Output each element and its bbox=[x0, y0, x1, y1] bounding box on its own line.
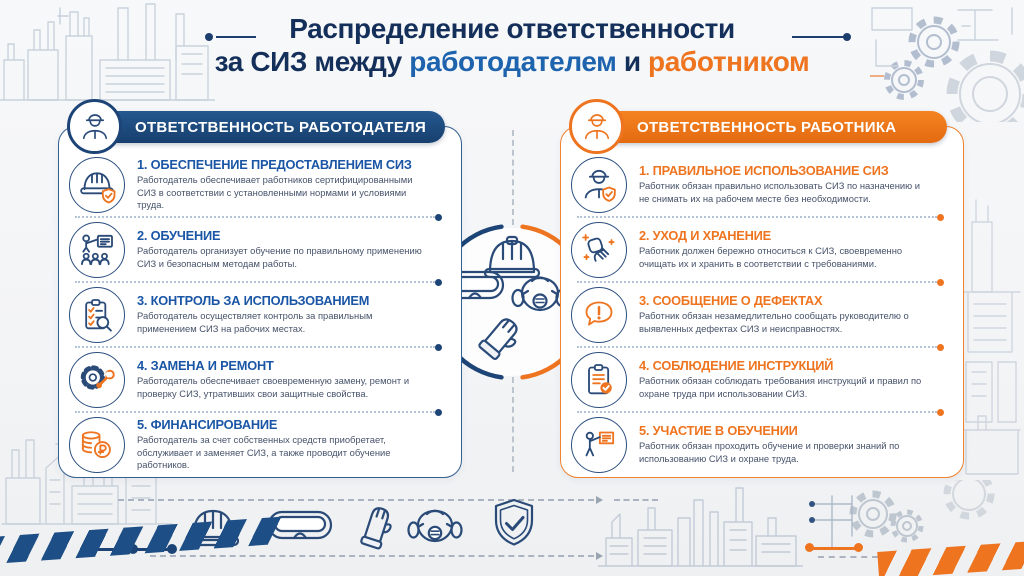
title-deco-dot-left bbox=[205, 33, 213, 41]
presenter-board-icon bbox=[571, 417, 627, 473]
employer-card bbox=[58, 118, 462, 478]
item-title: 4. СОБЛЮДЕНИЕ ИНСТРУКЦИЙ bbox=[639, 358, 834, 374]
footer-glove-icon bbox=[352, 498, 402, 553]
cleaning-hand-icon bbox=[571, 222, 627, 278]
gear-wrench-icon bbox=[69, 352, 125, 408]
worker-header-label: ОТВЕТСТВЕННОСТЬ РАБОТНИКА bbox=[637, 118, 897, 136]
employer-item-3 bbox=[69, 283, 461, 346]
item-desc: Работодатель осуществляет контроль за правильным применением СИЗ на рабочих местах. bbox=[137, 310, 373, 334]
poster-title bbox=[0, 12, 1024, 78]
item-title: 2. УХОД И ХРАНЕНИЕ bbox=[639, 228, 771, 244]
worker-worker-icon bbox=[569, 99, 624, 154]
worker-shield-icon bbox=[571, 157, 627, 213]
item-title: 3. СООБЩЕНИЕ О ДЕФЕКТАХ bbox=[639, 293, 823, 309]
item-title: 5. ФИНАНСИРОВАНИЕ bbox=[137, 417, 278, 433]
helmet-shield-icon bbox=[69, 157, 125, 213]
item-title: 4. ЗАМЕНА И РЕМОНТ bbox=[137, 358, 274, 374]
item-separator bbox=[577, 216, 937, 218]
coins-ruble-icon bbox=[69, 417, 125, 473]
item-desc: Работодатель обеспечивает работников сертифицированными СИЗ в соответствии с установленными нормами и условиями труда. bbox=[137, 174, 413, 211]
item-title: 2. ОБУЧЕНИЕ bbox=[137, 228, 221, 244]
item-title: 3. КОНТРОЛЬ ЗА ИСПОЛЬЗОВАНИЕМ bbox=[137, 293, 370, 309]
footer-dashed-line-bottom-right bbox=[818, 556, 878, 558]
orange-dot-right bbox=[854, 543, 863, 552]
title-deco-line-left bbox=[216, 36, 256, 38]
footer-dashed-line-top-right bbox=[614, 499, 658, 501]
item-desc: Работодатель за счет собственных средств приобретает, обслуживает и заменяет СИЗ, а также проводит обучение работников. bbox=[137, 434, 391, 471]
protective-gloves-icon bbox=[470, 306, 532, 366]
item-desc: Работодатель организует обучение по правильному применению СИЗ и безопасным методам работы. bbox=[137, 245, 422, 269]
orange-dot-left bbox=[805, 543, 814, 552]
employer-header-label: ОТВЕТСТВЕННОСТЬ РАБОТОДАТЕЛЯ bbox=[135, 118, 427, 136]
item-separator bbox=[75, 216, 435, 218]
item-separator bbox=[577, 281, 937, 283]
item-desc: Работник обязан правильно использовать СИЗ по назначению и не снимать их на рабочем месте без необходимости. bbox=[639, 180, 921, 204]
worker-card bbox=[560, 118, 964, 478]
employer-item-5 bbox=[69, 413, 461, 476]
footer-dashed-line-bottom bbox=[150, 555, 594, 557]
worker-header-pill bbox=[575, 111, 947, 143]
title-worker-word: работником bbox=[648, 46, 810, 77]
title-deco-line-right bbox=[792, 36, 844, 38]
employer-item-2 bbox=[69, 218, 461, 281]
title-line2: за СИЗ между работодателем и работником bbox=[214, 46, 810, 77]
title-line1: Распределение ответственности bbox=[289, 13, 735, 44]
employer-item-4 bbox=[69, 348, 461, 411]
item-desc: Работник обязан соблюдать требования инструкций и правил по охране труда при использовании СИЗ. bbox=[639, 375, 922, 399]
item-desc: Работник обязан незамедлительно сообщать руководителю о выявленных дефектах СИЗ и неисправностях. bbox=[639, 310, 909, 334]
item-desc: Работодатель обеспечивает своевременную замену, ремонт и проверку СИЗ, утративших свои защитные свойства. bbox=[137, 375, 410, 399]
title-employer-word: работодателем bbox=[409, 46, 617, 77]
refinery-sketch-bottom-center bbox=[598, 478, 803, 570]
item-title: 5. УЧАСТИЕ В ОБУЧЕНИИ bbox=[639, 423, 798, 439]
worker-item-3 bbox=[571, 283, 963, 346]
item-title: 1. ОБЕСПЕЧЕНИЕ ПРЕДОСТАВЛЕНИЕМ СИЗ bbox=[137, 157, 412, 173]
checklist-magnifier-icon bbox=[69, 287, 125, 343]
item-separator bbox=[577, 411, 937, 413]
worker-item-4 bbox=[571, 348, 963, 411]
worker-item-5 bbox=[571, 413, 963, 476]
item-desc: Работник должен бережно относиться к СИЗ, своевременно очищать их и хранить в соответствии с требованиями. bbox=[639, 245, 903, 269]
clipboard-check-icon bbox=[571, 352, 627, 408]
item-desc: Работник обязан проходить обучение и проверки знаний по использованию СИЗ и охране труда. bbox=[639, 440, 900, 464]
employer-header-pill bbox=[73, 111, 445, 143]
footer-respirator-icon bbox=[406, 504, 464, 554]
training-board-icon bbox=[69, 222, 125, 278]
title-deco-dot-right bbox=[843, 33, 851, 41]
footer-arrow-bottom bbox=[596, 552, 603, 560]
item-separator bbox=[577, 346, 937, 348]
employer-item-1 bbox=[69, 153, 461, 216]
worker-item-1 bbox=[571, 153, 963, 216]
plan-lines-bottom-right bbox=[800, 492, 880, 562]
footer-shield-check-icon bbox=[488, 496, 540, 554]
item-separator bbox=[75, 411, 435, 413]
item-separator bbox=[75, 346, 435, 348]
orange-accent-line bbox=[810, 547, 860, 550]
worker-item-2 bbox=[571, 218, 963, 281]
refinery-sketch-right-edge bbox=[958, 192, 1024, 482]
item-separator bbox=[75, 281, 435, 283]
footer-arrow-top bbox=[596, 496, 603, 504]
employer-worker-icon bbox=[67, 99, 122, 154]
alert-bubble-icon bbox=[571, 287, 627, 343]
item-title: 1. ПРАВИЛЬНОЕ ИСПОЛЬЗОВАНИЕ СИЗ bbox=[639, 163, 889, 179]
